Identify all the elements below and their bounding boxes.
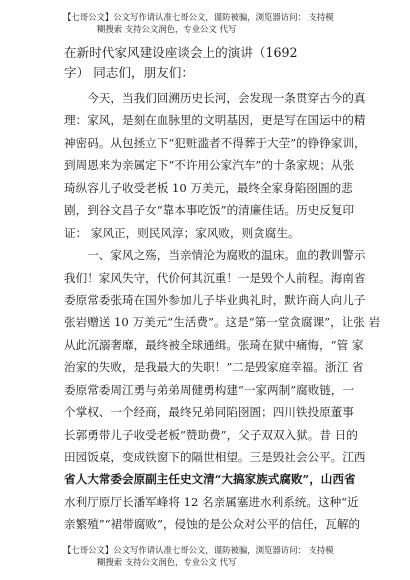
body-line: 证： 家风正，则民风淳；家风败，则贪腐生。	[64, 225, 300, 240]
title-line-1: 在新时代家风建设座谈会上的演讲（1692	[64, 45, 298, 60]
header-line-1: 【七哥公文】公文写作请认准七哥公文，谨防被骗，浏览器访问： 支持模	[63, 12, 334, 22]
speech-body	[64, 87, 381, 536]
body-line: 个掌权、一个经商，最终兄弟同陷囹圄；四川铁投原董事	[64, 405, 354, 420]
body-line: 亲繁殖”“裙带腐败”，侵蚀的是公众对公平的信任，瓦解的	[64, 517, 361, 532]
body-line: 琦纵容儿子收受老板 10 万美元，最终全家身陷囹圄的悲	[64, 180, 353, 195]
page-footer-watermark	[63, 545, 363, 568]
title-line-2: 字） 同志们，朋友们：	[64, 65, 194, 80]
body-line: 到周恩来为亲属定下“不许用公家汽车”的十条家规；从张	[64, 158, 355, 173]
body-line: 水利厅原厅长潘军峰将 12 名亲属塞进水利系统。这种“近	[64, 494, 359, 509]
page-header-watermark	[63, 12, 363, 35]
footer-line-1: 【七哥公文】公文写作请认准七哥公文，谨防被骗，浏览器访问： 支持模	[63, 545, 334, 555]
body-line: 从此沉溺奢靡，最终被全球通缉。张琦在狱中痛悔，“管 家	[64, 337, 364, 352]
body-line: 一、家风之殇，当亲情沦为腐败的温床。血的教训警示	[64, 248, 366, 263]
body-line: 剧，到谷文昌子女“靠本事吃饭”的清廉佳话。历史反复印	[64, 203, 355, 218]
body-line: 今天，当我们回溯历史长河，会发现一条贯穿古今的真	[64, 91, 366, 105]
body-line: 委原常委张琦在国外参加儿子毕业典礼时，默许商人向儿子	[64, 292, 366, 307]
body-line: 田园饭桌，变成铁窗下的隔世相望。三是毁社会公平。江西	[64, 450, 366, 464]
body-line: 理：家风，是刻在血脉里的文明基因，更是写在国运中的精	[64, 113, 366, 128]
body-line: 治家的失败，是我最大的失职！”二是毁家庭幸福。浙江 省	[64, 360, 364, 375]
footer-line-2: 糊搜索 支持公文润色，专业公文 代写	[97, 556, 237, 567]
body-line: 省人大常委会原副主任史文清“大搞家族式腐败”，山西省	[64, 472, 356, 487]
header-line-2: 糊搜索 支持公文润色，专业公文 代写	[97, 23, 237, 34]
body-line: 委原常委周江勇与弟弟周健勇构建“一家两制”腐败链，一	[64, 382, 355, 397]
speech-title	[64, 43, 346, 83]
body-line: 长郭勇带儿子收受老板“赞助费”，父子双双入狱。昔 日的	[64, 427, 358, 442]
body-line: 张岩赠送 10 万美元“生活费”。这是“第一堂贪腐课”，让张 岩	[64, 315, 381, 330]
body-line: 我们！家风失守，代价何其沉重！一是毁个人前程。海南省	[64, 270, 366, 285]
body-line: 神密码。从包拯立下“犯赃滥者不得葬于大茔”的铮铮家训，	[64, 135, 366, 150]
